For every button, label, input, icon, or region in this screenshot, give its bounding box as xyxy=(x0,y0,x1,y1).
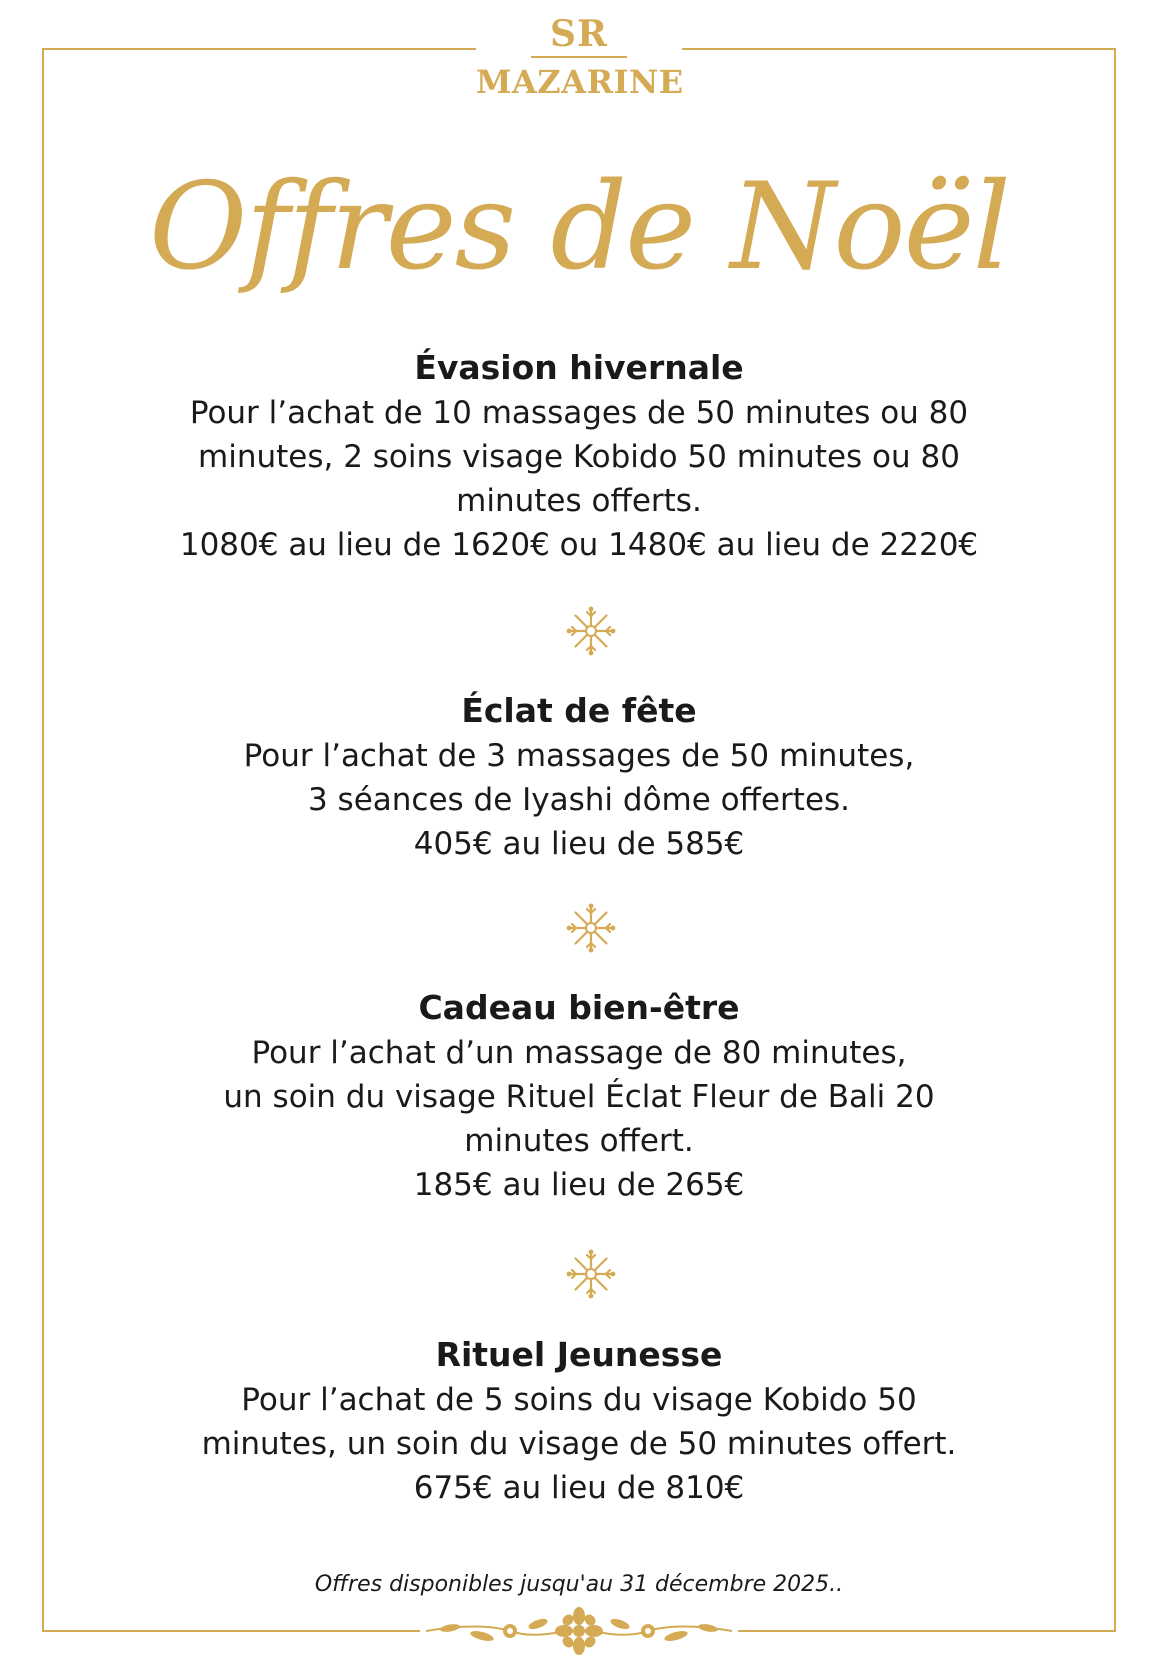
offer-price: 675€ au lieu de 810€ xyxy=(413,1470,745,1506)
page-title: Offres de Noël xyxy=(149,158,1009,297)
offer-line: Pour l’achat de 5 soins du visage Kobido 50 xyxy=(241,1382,917,1418)
brand-name: MAZARINE xyxy=(476,62,684,101)
offer-line: Pour l’achat d’un massage de 80 minutes, xyxy=(251,1035,907,1071)
offer-name: Rituel Jeunesse xyxy=(435,1335,723,1374)
offer-line: Pour l’achat de 10 massages de 50 minutes ou 80 xyxy=(189,395,969,431)
offer-name: Éclat de fête xyxy=(461,691,697,730)
offer-line: minutes offert. xyxy=(464,1123,694,1159)
offer-line: minutes offerts. xyxy=(456,483,702,519)
floral-ornament-icon xyxy=(420,1602,738,1660)
offer-line: minutes, 2 soins visage Kobido 50 minutes ou 80 xyxy=(198,439,960,475)
snowflake-icon xyxy=(565,1248,617,1300)
offer-evasion-hivernale xyxy=(130,345,1028,567)
offer-eclat-de-fete xyxy=(130,688,1028,866)
offer-cadeau-bien-etre xyxy=(130,985,1028,1207)
snowflake-icon xyxy=(565,605,617,657)
availability-note: Offres disponibles jusqu'au 31 décembre 2025.. xyxy=(314,1572,844,1597)
offer-line: un soin du visage Rituel Éclat Fleur de Bali 20 xyxy=(223,1079,935,1115)
offer-line: Pour l’achat de 3 massages de 50 minutes, xyxy=(243,738,915,774)
brand-monogram: SR xyxy=(550,13,608,55)
offer-name: Cadeau bien-être xyxy=(418,988,740,1027)
offer-price: 185€ au lieu de 265€ xyxy=(413,1167,745,1203)
offer-price: 405€ au lieu de 585€ xyxy=(413,826,745,862)
brand-rule xyxy=(531,56,627,58)
offer-line: minutes, un soin du visage de 50 minutes offert. xyxy=(201,1426,957,1462)
brand-logo xyxy=(476,8,682,108)
snowflake-icon xyxy=(565,902,617,954)
offer-price: 1080€ au lieu de 1620€ ou 1480€ au lieu de 2220€ xyxy=(179,527,979,563)
offer-rituel-jeunesse xyxy=(130,1332,1028,1510)
offer-name: Évasion hivernale xyxy=(414,348,744,387)
offer-line: 3 séances de Iyashi dôme offertes. xyxy=(307,782,851,818)
